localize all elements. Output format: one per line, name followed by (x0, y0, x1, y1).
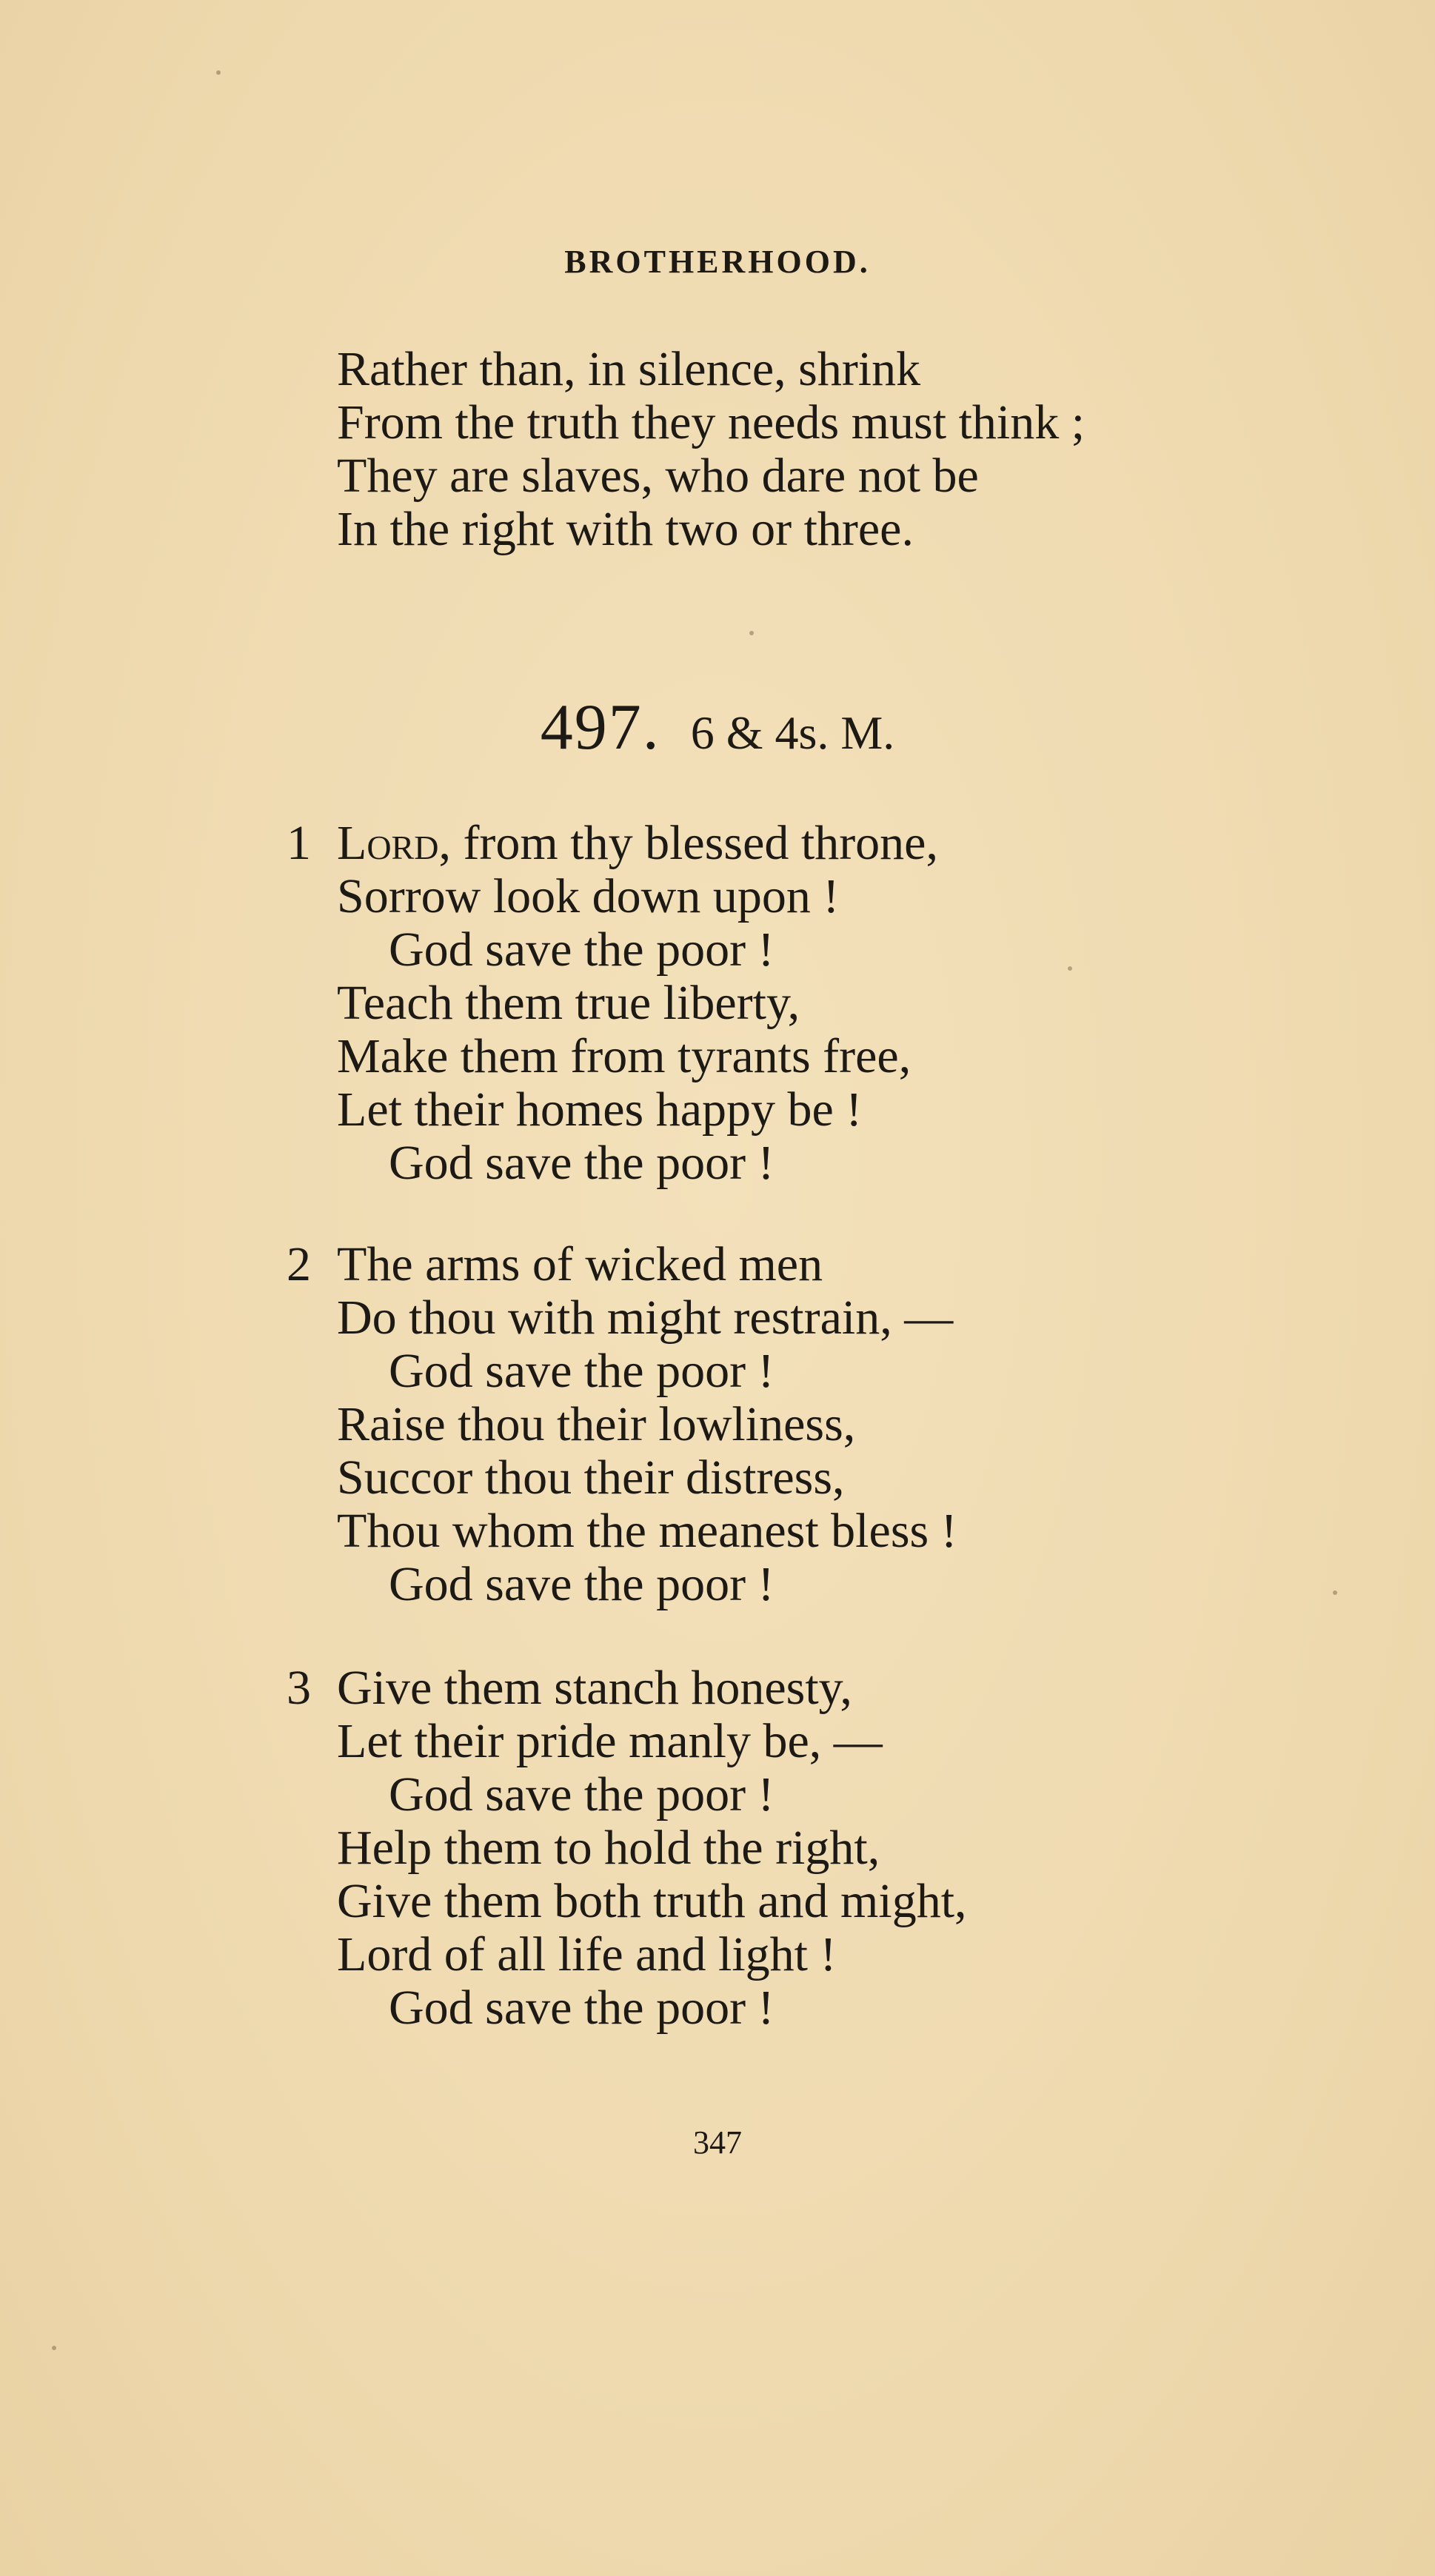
paper-speck (1068, 966, 1072, 971)
poem-line: Do thou with might restrain, — (337, 1291, 954, 1345)
paper-speck (749, 631, 754, 635)
refrain-line: God save the poor ! (389, 1136, 775, 1190)
hymn-number: 497. (540, 692, 660, 763)
poem-line (337, 817, 938, 870)
paper-speck (1333, 1590, 1337, 1595)
refrain-line: God save the poor ! (389, 923, 775, 977)
small-caps-word: Lord (337, 816, 439, 870)
poem-line: In the right with two or three. (337, 502, 914, 556)
stanza-number: 2 (287, 1237, 311, 1291)
refrain-line: God save the poor ! (389, 1767, 775, 1821)
paper-speck (52, 2346, 56, 2350)
poem-line: Let their pride manly be, — (337, 1714, 883, 1768)
poem-line: Succor thou their distress, (337, 1451, 845, 1505)
poem-line: They are slaves, who dare not be (337, 449, 979, 503)
poem-line: Give them both truth and might, (337, 1874, 967, 1928)
paper-speck (216, 70, 221, 75)
hymn-heading (0, 692, 1435, 766)
poem-line: The arms of wicked men (337, 1237, 823, 1291)
page-number: 347 (693, 2124, 742, 2161)
refrain-line: God save the poor ! (389, 1344, 775, 1398)
poem-line: Sorrow look down upon ! (337, 869, 840, 923)
poem-line: Thou whom the meanest bless ! (337, 1504, 957, 1558)
line-text: , from thy blessed throne, (438, 816, 938, 870)
refrain-line: God save the poor ! (389, 1557, 775, 1611)
refrain-line: God save the poor ! (389, 1981, 775, 2035)
stanza-number: 1 (287, 816, 311, 870)
hymn-meter: 6 & 4s. M. (690, 706, 895, 759)
poem-line: Teach them true liberty, (337, 976, 800, 1030)
poem-line: Let their homes happy be ! (337, 1083, 863, 1137)
poem-line: Rather than, in silence, shrink (337, 342, 921, 396)
stanza-number: 3 (287, 1661, 311, 1715)
poem-line: Raise thou their lowliness, (337, 1397, 856, 1451)
poem-line: From the truth they needs must think ; (337, 395, 1086, 449)
poem-line: Help them to hold the right, (337, 1821, 880, 1875)
poem-line: Give them stanch honesty, (337, 1661, 852, 1715)
running-head: BROTHERHOOD. (564, 244, 871, 280)
poem-line: Lord of all life and light ! (337, 1927, 837, 1981)
poem-line: Make them from tyrants free, (337, 1029, 911, 1083)
